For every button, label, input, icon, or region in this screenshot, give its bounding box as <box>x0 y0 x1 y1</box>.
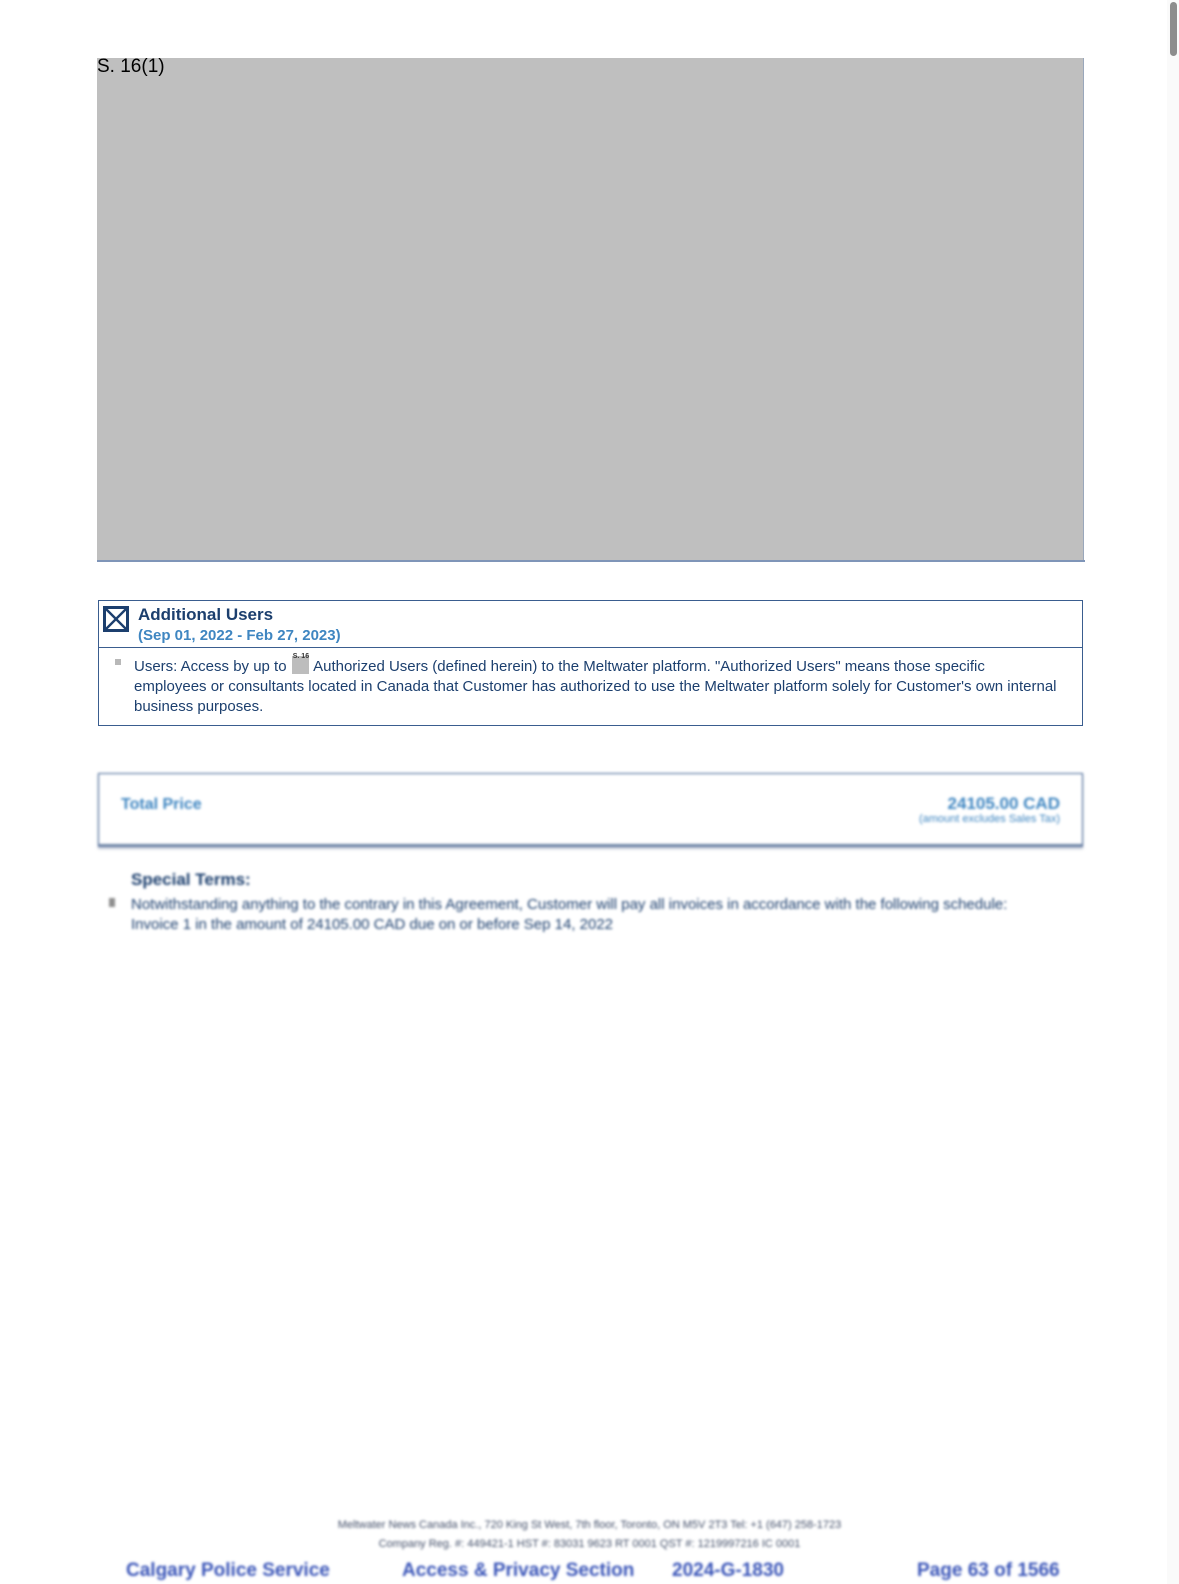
inline-redaction-label: S. 16 <box>292 653 310 660</box>
special-terms-title: Special Terms: <box>131 870 251 889</box>
body-text-before: Users: Access by up to <box>134 658 287 675</box>
total-price-note: (amount excludes Sales Tax) <box>918 813 1060 825</box>
footer-address-line2: Company Reg. #: 449421-1 HST #: 83031 9623 RT 0001 QST #: 1219997216 IC 0001 <box>378 1538 801 1550</box>
vertical-scrollbar[interactable] <box>1167 0 1179 1584</box>
body-text-after: Authorized Users (defined herein) to the Meltwater platform. "Authorized Users" means those specific employees or consultants located in Canada that Customer has authorized to use the Meltwater platform solely for Customer's own internal business purposes. <box>134 658 1057 715</box>
checked-box-icon <box>103 606 129 632</box>
footer-address <box>0 1516 1179 1554</box>
section-dates: (Sep 01, 2022 - Feb 27, 2023) <box>138 627 341 644</box>
total-price-label: Total Price <box>121 796 202 813</box>
footer-page-number: Page 63 of 1566 <box>917 1560 1060 1581</box>
scrollbar-thumb[interactable] <box>1170 2 1177 56</box>
section-title: Additional Users <box>138 605 274 624</box>
footer-file-number: 2024-G-1830 <box>672 1560 784 1581</box>
bullet-icon <box>115 659 121 665</box>
total-price-box <box>98 773 1083 847</box>
special-terms-body: Notwithstanding anything to the contrary in this Agreement, Customer will pay all invoices in accordance with the following schedule: Invoice 1 in the amount of 24105.00 CAD due on or before Sep 14, 2022 <box>131 896 1008 933</box>
footer-organization: Calgary Police Service <box>126 1560 330 1581</box>
inline-redaction <box>292 653 310 674</box>
additional-users-section <box>98 600 1083 726</box>
bullet-icon <box>109 898 115 907</box>
redaction-label: S. 16(1) <box>97 56 165 77</box>
redaction-divider <box>97 560 1085 562</box>
redaction-block <box>97 58 1084 560</box>
footer-address-line1: Meltwater News Canada Inc., 720 King St West, 7th floor, Toronto, ON M5V 2T3 Tel: +1 (647) 258-1723 <box>337 1519 842 1531</box>
section-body <box>134 653 1059 717</box>
footer-section: Access & Privacy Section <box>402 1560 635 1581</box>
total-price-amount: 24105.00 CAD <box>947 794 1060 813</box>
section-header <box>99 601 1082 648</box>
